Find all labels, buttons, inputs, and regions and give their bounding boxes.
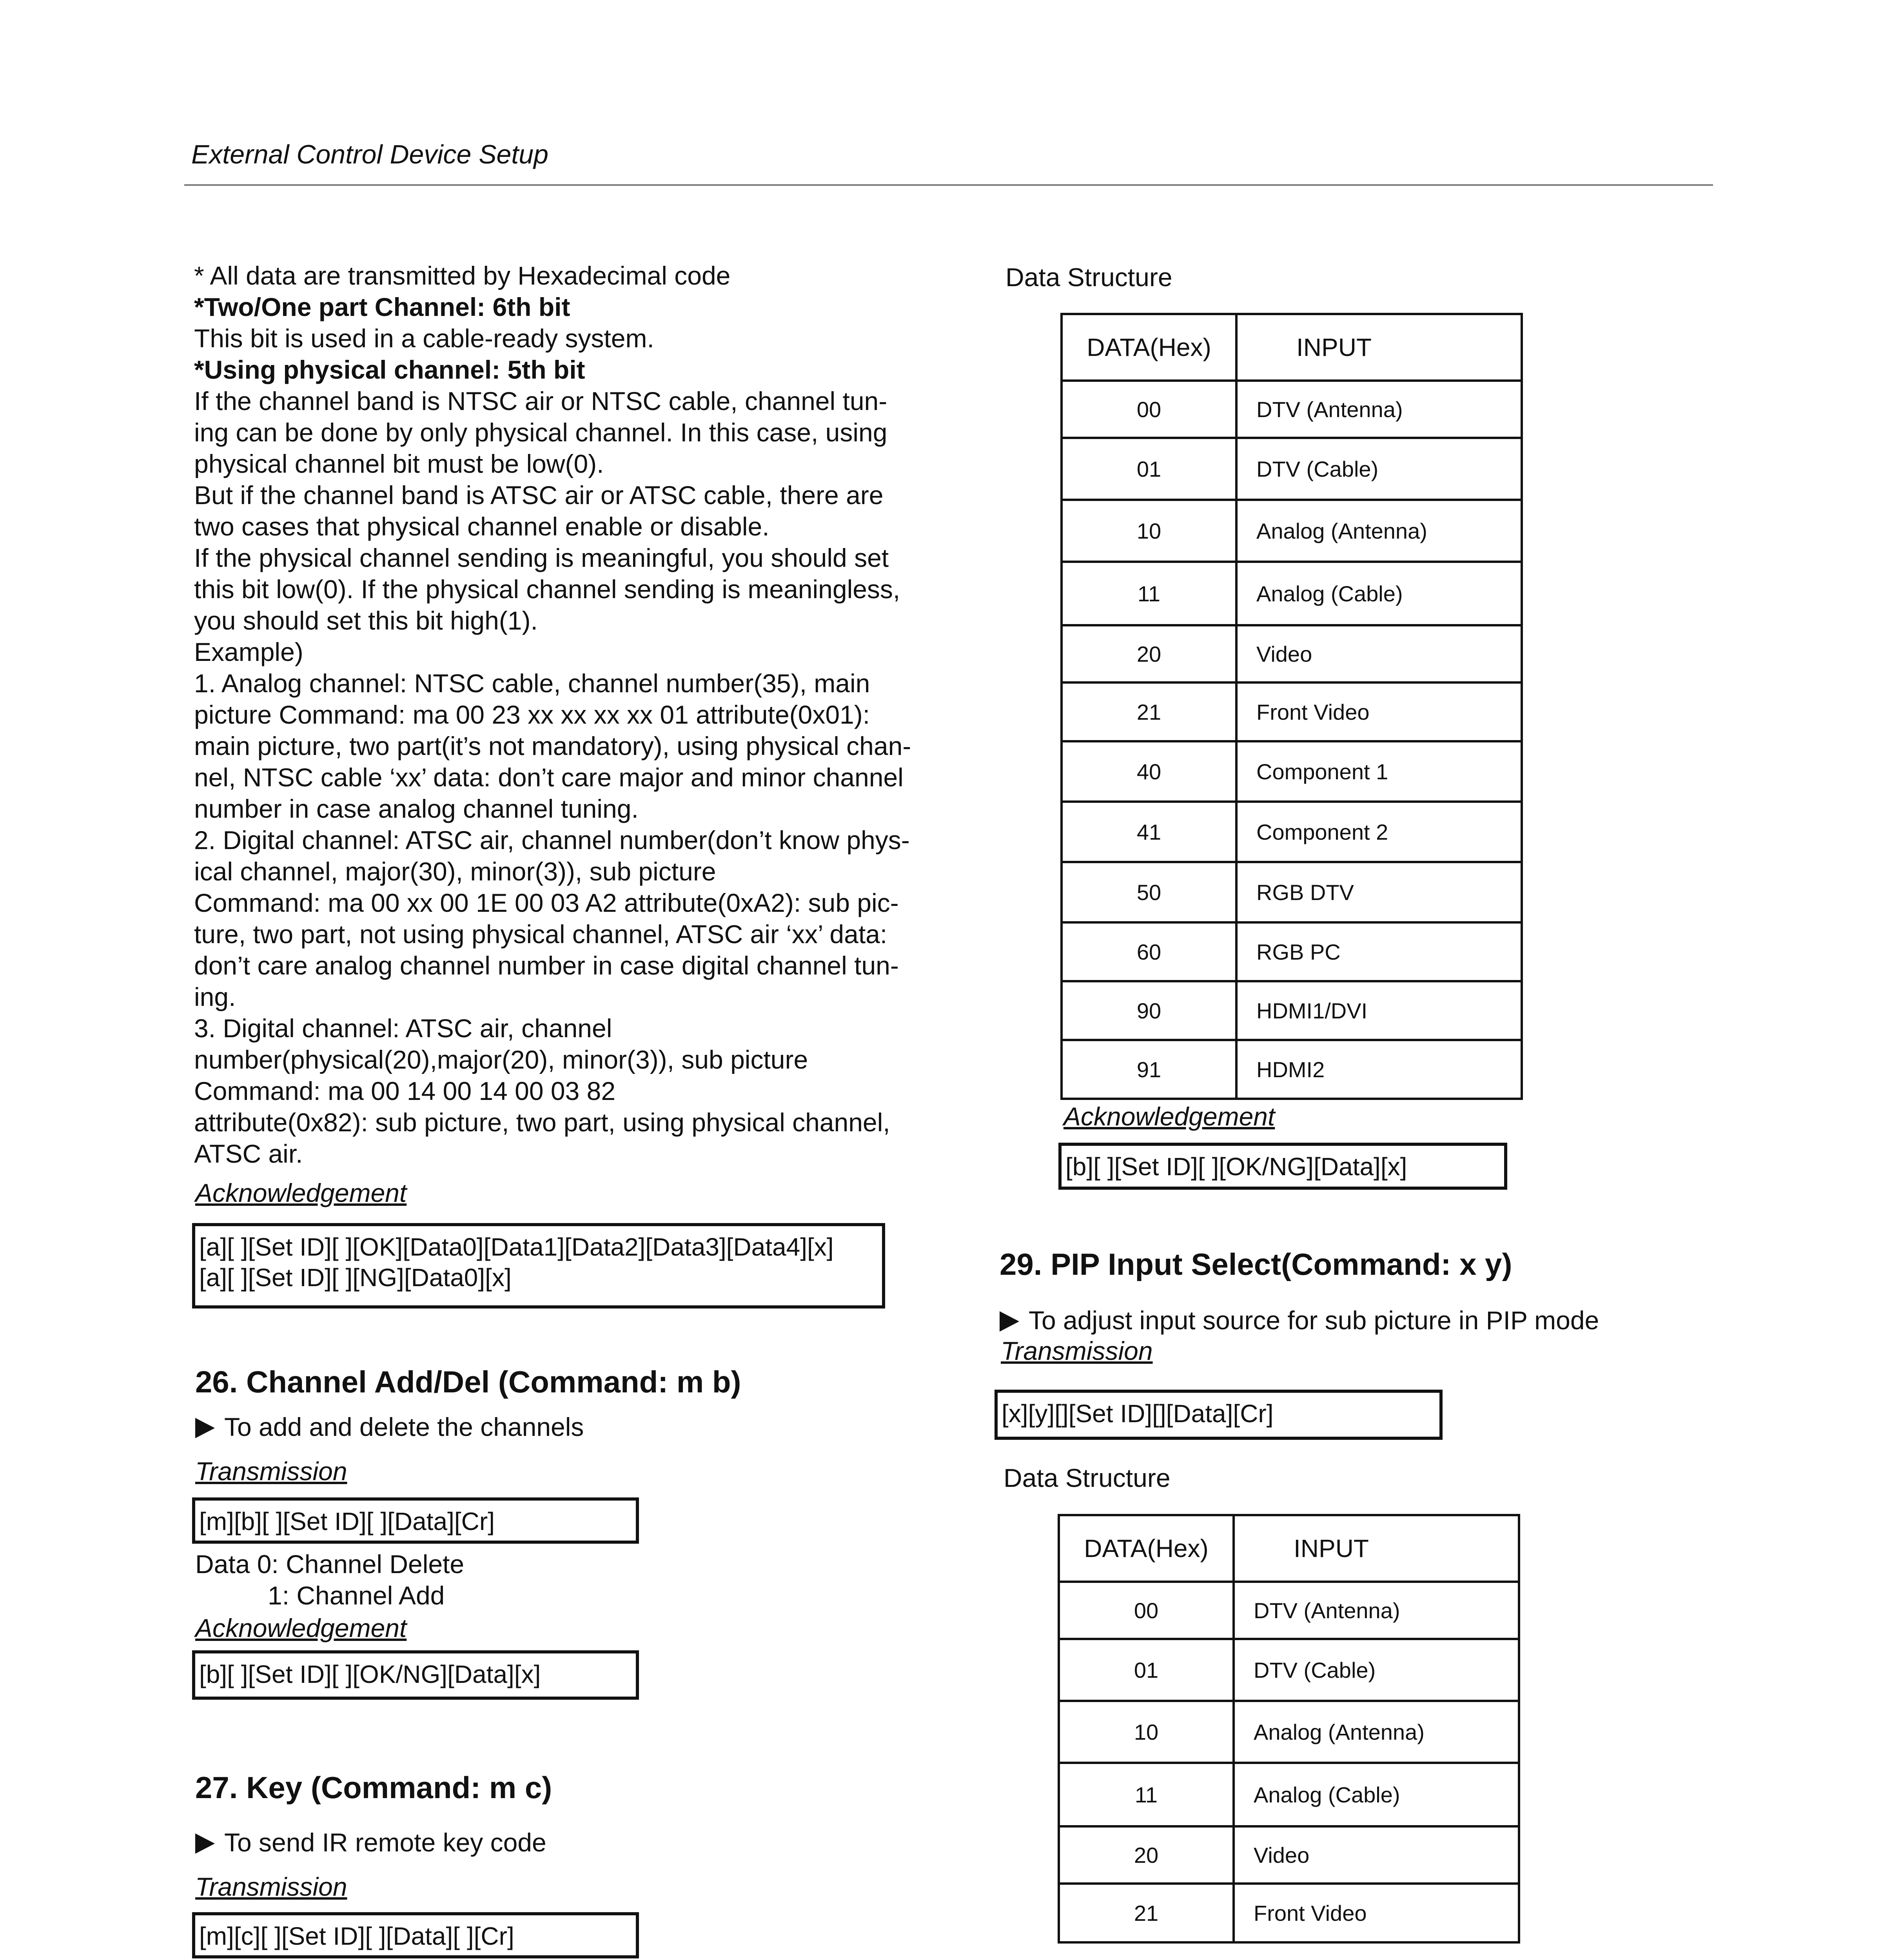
bullet-text: To send IR remote key code [224,1828,546,1857]
triangle-bullet-icon [195,1833,215,1854]
intro-line: you should set this bit high(1). [194,606,538,635]
section-27-title: 27. Key (Command: m c) [195,1770,552,1805]
transmission-box [192,1912,639,1958]
section-26-title: 26. Channel Add/Del (Command: m b) [195,1365,741,1399]
intro-line: 2. Digital channel: ATSC air, channel number(don’t know phys- [194,826,910,855]
data-structure-label: Data Structure [1005,263,1172,292]
intro-line: *Using physical channel: 5th bit [194,355,585,384]
intro-line: 3. Digital channel: ATSC air, channel [194,1014,612,1043]
ack-label: Acknowledgement [195,1613,407,1642]
header-rule [184,184,1713,186]
data-line: 1: Channel Add [268,1581,445,1610]
hex-cell: 21 [1059,1884,1234,1942]
table-row [1059,1639,1519,1701]
intro-line: main picture, two part(it’s not mandatory), using physical chan- [194,731,911,760]
ack-command-box [192,1223,885,1308]
table-row [1062,438,1522,500]
intro-line: this bit low(0). If the physical channel sending is meaningless, [194,575,900,604]
input-cell: RGB DTV [1236,862,1522,922]
input-cell: Front Video [1234,1884,1519,1942]
table-row [1062,500,1522,562]
section-27-bullet [195,1827,546,1858]
table-row [1062,381,1522,438]
transmission-label: Transmission [195,1872,347,1901]
input-cell: Analog (Antenna) [1234,1701,1519,1763]
hex-cell: 20 [1059,1826,1234,1884]
table-row [1059,1763,1519,1826]
table-row [1059,1884,1519,1942]
bullet-text: To adjust input source for sub picture in PIP mode [1029,1306,1599,1335]
triangle-bullet-icon [1000,1311,1019,1332]
intro-line: ture, two part, not using physical channel, ATSC air ‘xx’ data: [194,920,887,949]
command-text: [b][ ][Set ID][ ][OK/NG][Data][x] [1065,1152,1407,1181]
intro-line: picture Command: ma 00 23 xx xx xx xx 01 attribute(0x01): [194,700,870,729]
hex-cell: 60 [1062,922,1236,981]
hex-cell: 11 [1059,1763,1234,1826]
header-input: INPUT [1236,314,1522,381]
intro-line: don’t care analog channel number in case digital channel tun- [194,951,899,980]
page-header: External Control Device Setup [191,140,548,169]
input-cell: Analog (Antenna) [1236,500,1522,562]
table-row [1062,741,1522,802]
ack-line: [a][ ][Set ID][ ][NG][Data0][x] [199,1263,512,1292]
data-structure-label: Data Structure [1004,1463,1171,1492]
input-table-pip [1058,1514,1520,1944]
table-row [1059,1826,1519,1884]
ack-label: Acknowledgement [195,1178,407,1207]
command-text: [x][y][][Set ID][][Data][Cr] [1002,1399,1274,1428]
intro-line: attribute(0x82): sub picture, two part, using physical channel, [194,1108,890,1137]
table-row [1062,981,1522,1040]
intro-line: * All data are transmitted by Hexadecimal code [194,261,731,290]
table-row [1062,1040,1522,1099]
intro-line: ing can be done by only physical channel. In this case, using [194,418,887,447]
intro-line: *Two/One part Channel: 6th bit [194,292,570,321]
intro-line: 1. Analog channel: NTSC cable, channel number(35), main [194,669,870,698]
intro-line: number in case analog channel tuning. [194,794,639,823]
table-row [1059,1701,1519,1763]
data-line: Data 0: Channel Delete [195,1550,465,1579]
intro-line: physical channel bit must be low(0). [194,449,604,478]
input-cell: RGB PC [1236,922,1522,981]
intro-line: If the channel band is NTSC air or NTSC cable, channel tun- [194,387,887,416]
ack-box [1058,1143,1507,1190]
header-input: INPUT [1234,1515,1519,1582]
intro-line: number(physical(20),major(20), minor(3)), sub picture [194,1045,808,1074]
input-cell: Analog (Cable) [1234,1763,1519,1826]
intro-line: ATSC air. [194,1139,303,1168]
input-cell: Component 2 [1236,802,1522,862]
hex-cell: 41 [1062,802,1236,862]
table-row [1062,802,1522,862]
input-cell: Front Video [1236,682,1522,741]
hex-cell: 90 [1062,981,1236,1040]
command-text: [b][ ][Set ID][ ][OK/NG][Data][x] [199,1660,541,1688]
hex-cell: 11 [1062,562,1236,625]
table-row [1062,625,1522,682]
table-row [1062,562,1522,625]
triangle-bullet-icon [195,1418,215,1438]
input-cell: DTV (Antenna) [1234,1582,1519,1639]
intro-text [194,260,939,1169]
input-cell: HDMI1/DVI [1236,981,1522,1040]
intro-line: nel, NTSC cable ‘xx’ data: don’t care major and minor channel [194,763,904,792]
transmission-label: Transmission [1001,1336,1153,1365]
intro-line: Command: ma 00 14 00 14 00 03 82 [194,1076,616,1105]
hex-cell: 91 [1062,1040,1236,1099]
header-data-hex: DATA(Hex) [1062,314,1236,381]
input-cell: DTV (Antenna) [1236,381,1522,438]
section-29-bullet [1000,1305,1599,1336]
table-header-row [1062,314,1522,381]
hex-cell: 01 [1062,438,1236,500]
section-29-title: 29. PIP Input Select(Command: x y) [1000,1247,1512,1281]
transmission-box [192,1497,639,1544]
intro-line: ing. [194,982,236,1011]
table-row [1059,1582,1519,1639]
intro-line: This bit is used in a cable-ready system. [194,324,654,353]
section-26-bullet [195,1411,584,1443]
intro-line: If the physical channel sending is meaningful, you should set [194,543,889,572]
hex-cell: 21 [1062,682,1236,741]
intro-line: two cases that physical channel enable or disable. [194,512,769,541]
ack-line: [a][ ][Set ID][ ][OK][Data0][Data1][Data2][Data3][Data4][x] [199,1233,834,1261]
ack-label: Acknowledgement [1064,1102,1275,1131]
hex-cell: 00 [1062,381,1236,438]
table-row [1062,862,1522,922]
input-cell: DTV (Cable) [1234,1639,1519,1701]
hex-cell: 10 [1062,500,1236,562]
table-header-row [1059,1515,1519,1582]
hex-cell: 50 [1062,862,1236,922]
input-cell: DTV (Cable) [1236,438,1522,500]
hex-cell: 20 [1062,625,1236,682]
intro-line: ical channel, major(30), minor(3)), sub picture [194,857,716,886]
hex-cell: 00 [1059,1582,1234,1639]
table-row [1062,682,1522,741]
transmission-label: Transmission [195,1457,347,1486]
input-cell: Video [1234,1826,1519,1884]
intro-line: Command: ma 00 xx 00 1E 00 03 A2 attribute(0xA2): sub pic- [194,888,899,917]
bullet-text: To add and delete the channels [224,1412,584,1441]
input-cell: Component 1 [1236,741,1522,802]
table-row [1062,922,1522,981]
header-data-hex: DATA(Hex) [1059,1515,1234,1582]
ack-box [192,1650,639,1700]
hex-cell: 10 [1059,1701,1234,1763]
transmission-box [995,1390,1443,1440]
input-cell: HDMI2 [1236,1040,1522,1099]
intro-line: Example) [194,637,303,666]
intro-line: But if the channel band is ATSC air or ATSC cable, there are [194,481,884,510]
command-text: [m][b][ ][Set ID][ ][Data][Cr] [199,1507,495,1535]
input-table-main [1060,313,1523,1100]
command-text: [m][c][ ][Set ID][ ][Data][ ][Cr] [199,1922,514,1950]
input-cell: Video [1236,625,1522,682]
input-cell: Analog (Cable) [1236,562,1522,625]
hex-cell: 40 [1062,741,1236,802]
hex-cell: 01 [1059,1639,1234,1701]
